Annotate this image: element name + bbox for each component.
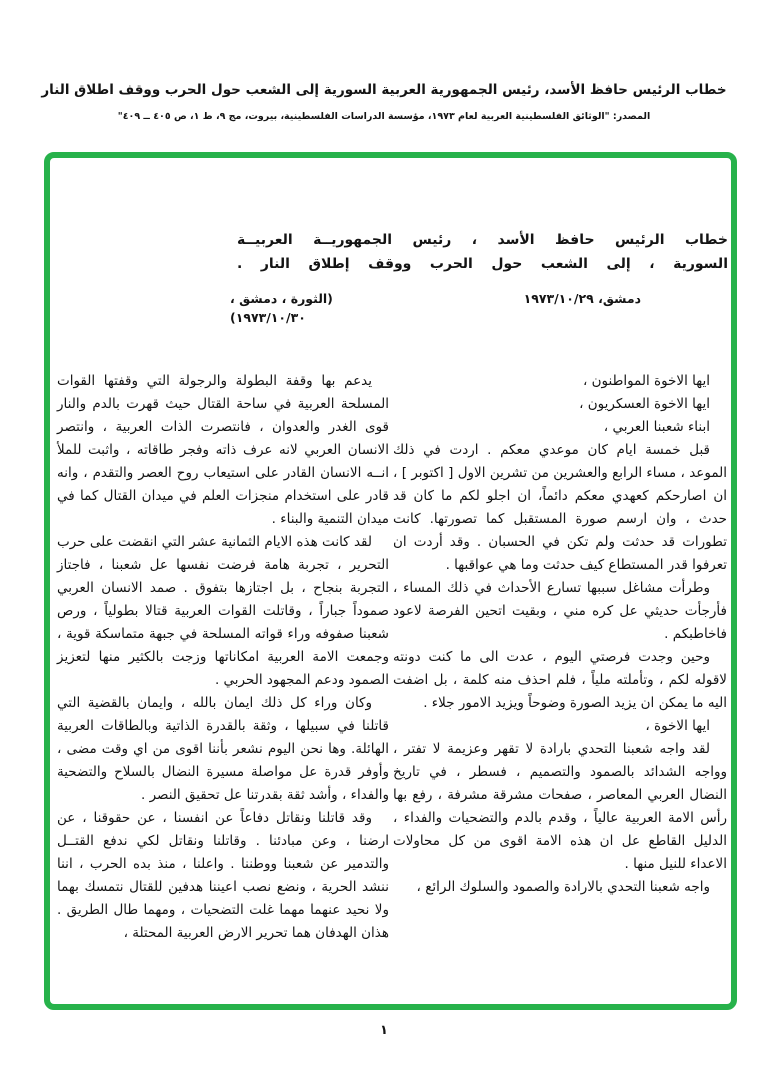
paragraph: وقد قاتلنا ونقاتل دفاعاً عن انفسنا ، عن حقوقنا ، عن ارضنا ، وعن مبادئنا . وقاتلنا ونقاتل لكي ندفع القتــل والتدمير عن شعبنا ووطننا . واعلنا ، منذ بده الحرب ، اننا ننشد الحرية ، ونضع نصب اعيننا هدفين للقتال نتمسك بهما ولا نحيد عنهما مهما غلت التضحيات ، ومهما طال الطريق . هذان الهدفان هما تحرير الارض العربية المحتلة ، — [57, 810, 389, 941]
document-title-line1: خطاب الرئيس حافظ الأسد ، رئيس الجمهوريــة العربيــة — [237, 232, 728, 248]
paragraph: وكان وراء كل ذلك ايمان بالله ، وايمان بالقضية التي قاتلنا في سبيلها ، وثقة بالقدرة الذاتية وبالطاقات العربية الهائلة. وها نحن اليوم نشعر بأننا اقوى من اي وقت مضى ، وأوفر قدرة عل مواصلة مسيرة النضال بالسلاح والتضحية والفداء ، وأشد ثقة بقدرتنا عل تحقيق النصر . — [57, 695, 389, 803]
document-title-block — [237, 228, 728, 276]
header-source-citation: المصدر: "الوثائق الفلسطينية العربية لعام ١٩٧٣، مؤسسة الدراسات الفلسطينية، بيروت، مج ٩، ط ١، ص ٤٠٥ ــ ٤٠٩" — [117, 111, 651, 122]
header-title: خطاب الرئيس حافظ الأسد، رئيس الجمهورية العربية السورية إلى الشعب حول الحرب ووقف اطلاق النار — [41, 82, 727, 98]
paragraph: وحين وجدت فرصتي اليوم ، عدت الى ما كنت دونته لاقوله لكم ، وتأملته ملياً ، فلم احذف منه كلمة ، بل اضفت اليه ما يمكن ان يزيد الصورة وضوحاً ويزيد الامور جلاء . — [393, 649, 727, 711]
page-number: ١ — [380, 1023, 388, 1038]
paragraph: ايها الاخوة العسكريون ، — [579, 396, 710, 412]
paragraph: لقد كانت هذه الايام الثمانية عشر التي انقضت على حرب التحرير ، تجربة هامة فرضت نفسها عل شعبنا ، فاجتاز التجربة بنجاح ، بل اجتازها بتفوق . صمد الانسان العربي صموداً جباراً ، وقاتلت القوات العربية قتالا بطولياً ، ورص شعبنا صفوفه وراء قواته المسلحة في جبهة متماسكة قوية ، وجمعت الامة العربية امكاناتها وزجت بالكثير منها لتعزيز الصمود ودعم المجهود الحربي . — [57, 534, 389, 688]
dateline-thawra-line2: ١٩٧٣/١٠/٣٠) — [230, 310, 306, 325]
body-column-right — [393, 370, 727, 899]
paragraph: لقد واجه شعبنا التحدي بارادة لا تقهر وعزيمة لا تفتر ، وواجه الشدائد بالصمود والتصميم ، فسطر ، في تاريخ النضال العربي المعاصر ، صفحات مشرقة مشرفة ، رفع بها رأس الامة العربية عالياً ، وقدم بالدم والتضحيات والفداء ، الدليل القاطع عل ان هذه الامة اقوى من كل محاولات الاعداء للنيل منها . — [393, 741, 727, 872]
green-selection-frame — [44, 152, 737, 1010]
dateline-thawra-line1: (الثورة ، دمشق ، — [230, 291, 333, 306]
dateline-damascus: دمشق، ١٩٧٣/١٠/٢٩ — [523, 291, 641, 306]
paragraph: ايها الاخوة المواطنون ، — [582, 373, 710, 389]
paragraph: ايها الاخوة ، — [645, 718, 710, 734]
paragraph: ابناء شعبنا العربي ، — [603, 419, 710, 435]
paragraph: يدعم بها وقفة البطولة والرجولة التي وقفتها القوات المسلحة العربية في ساحة القتال حيث قهرت بالدم والنار قوى الغدر والعدوان ، فانتصرت الذات العربية ، وانتصر الانسان العربي لانه عرف ذاته وفجر طاقاته ، واثبت للملأ انــه الانسان القادر على استيعاب روح العصر والتقدم ، وانه قادر على استخدام منجزات العلم في ميدان القتال كما في ميدان التنمية والبناء . — [57, 373, 389, 527]
paragraph: وطرأت مشاغل سببها تسارع الأحداث في ذلك المساء ، فأرجأت حديثي عل كره مني ، وبقيت اتحين الفرصة لاعود فاخاطبكم . — [393, 580, 727, 642]
paragraph: قبل خمسة ايام كان موعدي معكم . اردت في ذلك الموعد ، مساء الرابع والعشرين من تشرين الاول [ اكتوبر ] ، ان اصارحكم كعهدي معكم دائماً، ان اجلو لكم ما كان قد حدث ، وان ارسم صورة المستقبل كما تصورتها. كانت تطورات قد حدثت ولم تكن في الحسبان . وقد أردت ان تعرفوا قدر المستطاع كيف حدثت وما هي عواقبها . — [393, 442, 727, 573]
document-title-line2: السورية ، إلى الشعب حول الحرب ووقف إطلاق النار . — [237, 256, 728, 272]
dateline-thawra — [230, 289, 360, 327]
body-column-left — [57, 370, 389, 945]
paragraph: واجه شعبنا التحدي بالارادة والصمود والسلوك الرائع ، — [416, 879, 710, 895]
